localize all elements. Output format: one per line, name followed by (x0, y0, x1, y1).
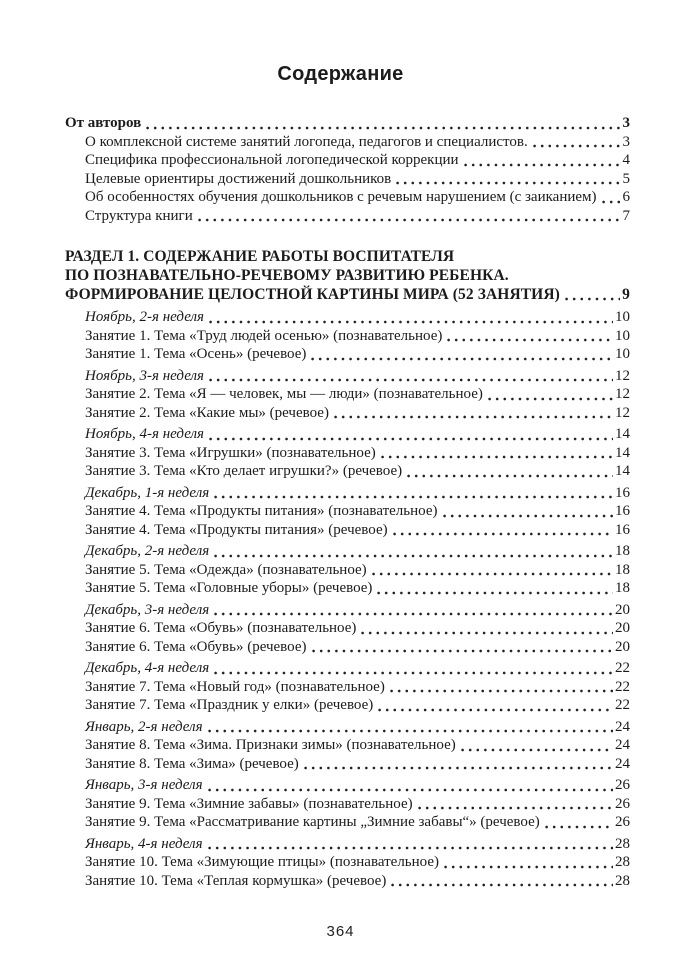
toc-entry-page: 16 (615, 503, 630, 519)
toc-entry-page: 14 (615, 463, 630, 479)
toc-entry (65, 736, 630, 755)
toc-entry-page: 26 (615, 814, 630, 830)
toc-entry-label: Занятие 6. Тема «Обувь» (речевое) (85, 638, 307, 655)
section1-heading (65, 247, 630, 304)
toc-entry (65, 795, 630, 814)
toc-entry-page: 9 (622, 286, 630, 303)
toc-entry-page: 14 (615, 444, 630, 461)
toc-entry (65, 484, 630, 503)
toc-dot-leader (464, 163, 621, 167)
toc-entry (65, 345, 630, 364)
toc-entry (65, 813, 630, 832)
toc-dot-leader (209, 378, 613, 382)
toc-dot-leader (334, 415, 613, 419)
toc-entry-label: Занятие 8. Тема «Зима. Признаки зимы» (познавательное) (85, 737, 456, 753)
toc-entry-label: Занятие 9. Тема «Рассматривание картины „Зимние забавы“» (речевое) (85, 814, 540, 830)
toc-dot-leader (198, 218, 621, 222)
toc-entry-page: 20 (615, 601, 630, 618)
toc-entry (65, 659, 630, 678)
toc-entry-label: Занятие 7. Тема «Праздник у елки» (речевое) (85, 697, 374, 713)
toc-entry-page: 10 (615, 327, 630, 344)
toc-entry-page: 7 (622, 207, 630, 224)
footer-page-number: 364 (326, 923, 355, 940)
toc-dot-leader (209, 437, 613, 441)
toc-dot-leader (461, 748, 613, 752)
toc-entry-label: Занятие 6. Тема «Обувь» (познавательное) (85, 620, 357, 636)
toc-dot-leader (146, 126, 620, 130)
toc-dot-leader (565, 297, 620, 301)
toc-entry-page: 18 (615, 580, 630, 596)
toc-dot-leader (209, 320, 613, 324)
toc-entry-label: Занятие 3. Тема «Кто делает игрушки?» (речевое) (85, 463, 403, 479)
toc-entry (65, 619, 630, 638)
toc-entry-label: Декабрь, 2-я неделя (85, 543, 210, 559)
toc-entry (65, 776, 630, 795)
toc-dot-leader (311, 357, 613, 361)
toc-entry (65, 502, 630, 521)
toc-entry-label: Целевые ориентиры достижений дошкольников (85, 170, 392, 187)
toc-entry (65, 696, 630, 715)
toc-entry (65, 601, 630, 620)
toc-entry (65, 170, 630, 189)
toc-entry (65, 853, 630, 872)
toc-entry (65, 133, 630, 152)
toc-entry-page: 24 (615, 718, 630, 735)
toc-entry-page: 16 (615, 484, 630, 501)
toc-entry-label: Структура книги (85, 207, 193, 224)
toc-entry-page: 3 (622, 115, 630, 131)
toc-entry-page: 10 (615, 346, 630, 362)
toc-dot-leader (418, 806, 613, 810)
toc-entry-page: 22 (615, 678, 630, 695)
toc-entry (65, 835, 630, 854)
toc-entry-label: Декабрь, 3-я неделя (85, 601, 210, 618)
toc-dot-leader (208, 846, 613, 850)
toc-dot-leader (396, 181, 620, 185)
toc-entry (65, 678, 630, 697)
toc-dot-leader (214, 671, 613, 675)
toc-dot-leader (447, 338, 613, 342)
toc-entry-label: Об особенностях обучения дошкольников с речевым нарушением (с заиканием) (85, 189, 597, 205)
toc-entry-page: 28 (615, 854, 630, 870)
toc-entry-label: Январь, 2-я неделя (85, 718, 203, 735)
toc-entry-label: Январь, 3-я неделя (85, 777, 203, 793)
toc-entry-label: Декабрь, 4-я неделя (85, 660, 210, 676)
toc-dot-leader (372, 572, 613, 576)
toc-entry-label: Занятие 3. Тема «Игрушки» (познавательное) (85, 444, 376, 461)
toc-entry-label: Занятие 7. Тема «Новый год» (познавательное) (85, 678, 385, 695)
toc-entry-label: Занятие 1. Тема «Осень» (речевое) (85, 346, 307, 362)
toc-entry-page: 10 (615, 309, 630, 325)
toc-dot-leader (533, 144, 621, 148)
toc-dot-leader (214, 495, 613, 499)
toc-entry-page: 18 (615, 561, 630, 578)
toc-entry-page: 18 (615, 543, 630, 559)
toc-entry-page: 28 (615, 872, 630, 889)
toc-entry (65, 114, 630, 133)
toc-entry (65, 308, 630, 327)
toc-entry-page: 26 (615, 795, 630, 812)
toc-entry (65, 444, 630, 463)
toc-entry (65, 367, 630, 386)
toc-entry-label: Занятие 2. Тема «Какие мы» (речевое) (85, 404, 329, 421)
toc-entry (65, 425, 630, 444)
toc-entry (65, 188, 630, 207)
toc-entry-label: О комплексной системе занятий логопеда, педагогов и специалистов. (85, 133, 528, 150)
toc-entry (65, 462, 630, 481)
toc-entry-page: 20 (615, 620, 630, 636)
toc-section1-entries (65, 308, 630, 890)
toc-entry (65, 638, 630, 657)
toc-entry (65, 285, 630, 304)
toc-entry-page: 22 (615, 660, 630, 676)
section1-heading-line: РАЗДЕЛ 1. СОДЕРЖАНИЕ РАБОТЫ ВОСПИТАТЕЛЯ (65, 248, 455, 265)
toc-entry-page: 3 (622, 133, 630, 150)
section1-heading-line: ПО ПОЗНАВАТЕЛЬНО-РЕЧЕВОМУ РАЗВИТИЮ РЕБЕНКА. (65, 267, 509, 284)
toc-dot-leader (214, 554, 613, 558)
toc-entry-page: 20 (615, 638, 630, 655)
toc-entry (65, 872, 630, 891)
toc-dot-leader (208, 788, 613, 792)
toc-entry-page: 28 (615, 835, 630, 852)
toc-dot-leader (443, 514, 614, 518)
toc-entry-label: Ноябрь, 3-я неделя (85, 367, 204, 384)
toc-entry-page: 24 (615, 755, 630, 772)
toc-front-matter (65, 114, 630, 225)
toc-dot-leader (377, 591, 613, 595)
toc-entry-label: Декабрь, 1-я неделя (85, 484, 210, 501)
toc-entry (65, 521, 630, 540)
toc-entry-page: 22 (615, 697, 630, 713)
toc-dot-leader (361, 631, 613, 635)
toc-dot-leader (393, 532, 613, 536)
toc-entry-label: Занятие 10. Тема «Зимующие птицы» (познавательное) (85, 854, 440, 870)
toc-dot-leader (407, 474, 613, 478)
toc-entry-page: 16 (615, 521, 630, 538)
toc-entry-label: ФОРМИРОВАНИЕ ЦЕЛОСТНОЙ КАРТИНЫ МИРА (52 ЗАНЯТИЯ) (65, 286, 560, 303)
toc-entry (65, 327, 630, 346)
table-of-contents (65, 114, 630, 890)
toc-entry-label: Занятие 10. Тема «Теплая кормушка» (речевое) (85, 872, 387, 889)
toc-dot-leader (488, 397, 613, 401)
toc-dot-leader (390, 689, 613, 693)
toc-entry-page: 12 (615, 404, 630, 421)
toc-dot-leader (545, 825, 613, 829)
toc-entry-label: Январь, 4-я неделя (85, 835, 203, 852)
toc-entry-page: 12 (615, 386, 630, 402)
toc-entry-label: Ноябрь, 2-я неделя (85, 309, 204, 325)
toc-entry (65, 385, 630, 404)
toc-dot-leader (391, 883, 613, 887)
toc-entry-label: Занятие 4. Тема «Продукты питания» (познавательное) (85, 503, 438, 519)
toc-entry-page: 14 (615, 426, 630, 442)
toc-entry (65, 755, 630, 774)
toc-dot-leader (208, 729, 613, 733)
toc-entry-page: 12 (615, 367, 630, 384)
toc-entry (65, 207, 630, 226)
toc-entry (65, 151, 630, 170)
toc-entry-label: Занятие 5. Тема «Одежда» (познавательное) (85, 561, 367, 578)
toc-entry (65, 404, 630, 423)
page-title: Содержание (277, 63, 404, 85)
toc-entry (65, 579, 630, 598)
toc-entry-label: От авторов (65, 115, 142, 131)
toc-entry-label: Занятие 9. Тема «Зимние забавы» (познавательное) (85, 795, 413, 812)
toc-entry-label: Занятие 8. Тема «Зима» (речевое) (85, 755, 299, 772)
toc-entry-label: Специфика профессиональной логопедической коррекции (85, 152, 459, 168)
toc-dot-leader (444, 865, 613, 869)
toc-dot-leader (312, 649, 614, 653)
toc-dot-leader (304, 766, 613, 770)
toc-entry (65, 561, 630, 580)
toc-entry-page: 24 (615, 737, 630, 753)
toc-dot-leader (381, 455, 613, 459)
toc-entry-label: Занятие 1. Тема «Труд людей осенью» (познавательное) (85, 327, 443, 344)
toc-entry-page: 4 (622, 152, 630, 168)
toc-entry-page: 5 (622, 170, 630, 187)
toc-entry-page: 6 (622, 189, 630, 205)
toc-entry-page: 26 (615, 777, 630, 793)
toc-dot-leader (378, 708, 613, 712)
toc-entry-label: Ноябрь, 4-я неделя (85, 426, 204, 442)
toc-entry (65, 718, 630, 737)
toc-entry-label: Занятие 4. Тема «Продукты питания» (речевое) (85, 521, 388, 538)
toc-dot-leader (214, 612, 613, 616)
toc-dot-leader (602, 200, 621, 204)
toc-entry (65, 542, 630, 561)
toc-entry-label: Занятие 5. Тема «Головные уборы» (речевое) (85, 580, 373, 596)
toc-entry-label: Занятие 2. Тема «Я — человек, мы — люди» (познавательное) (85, 386, 483, 402)
